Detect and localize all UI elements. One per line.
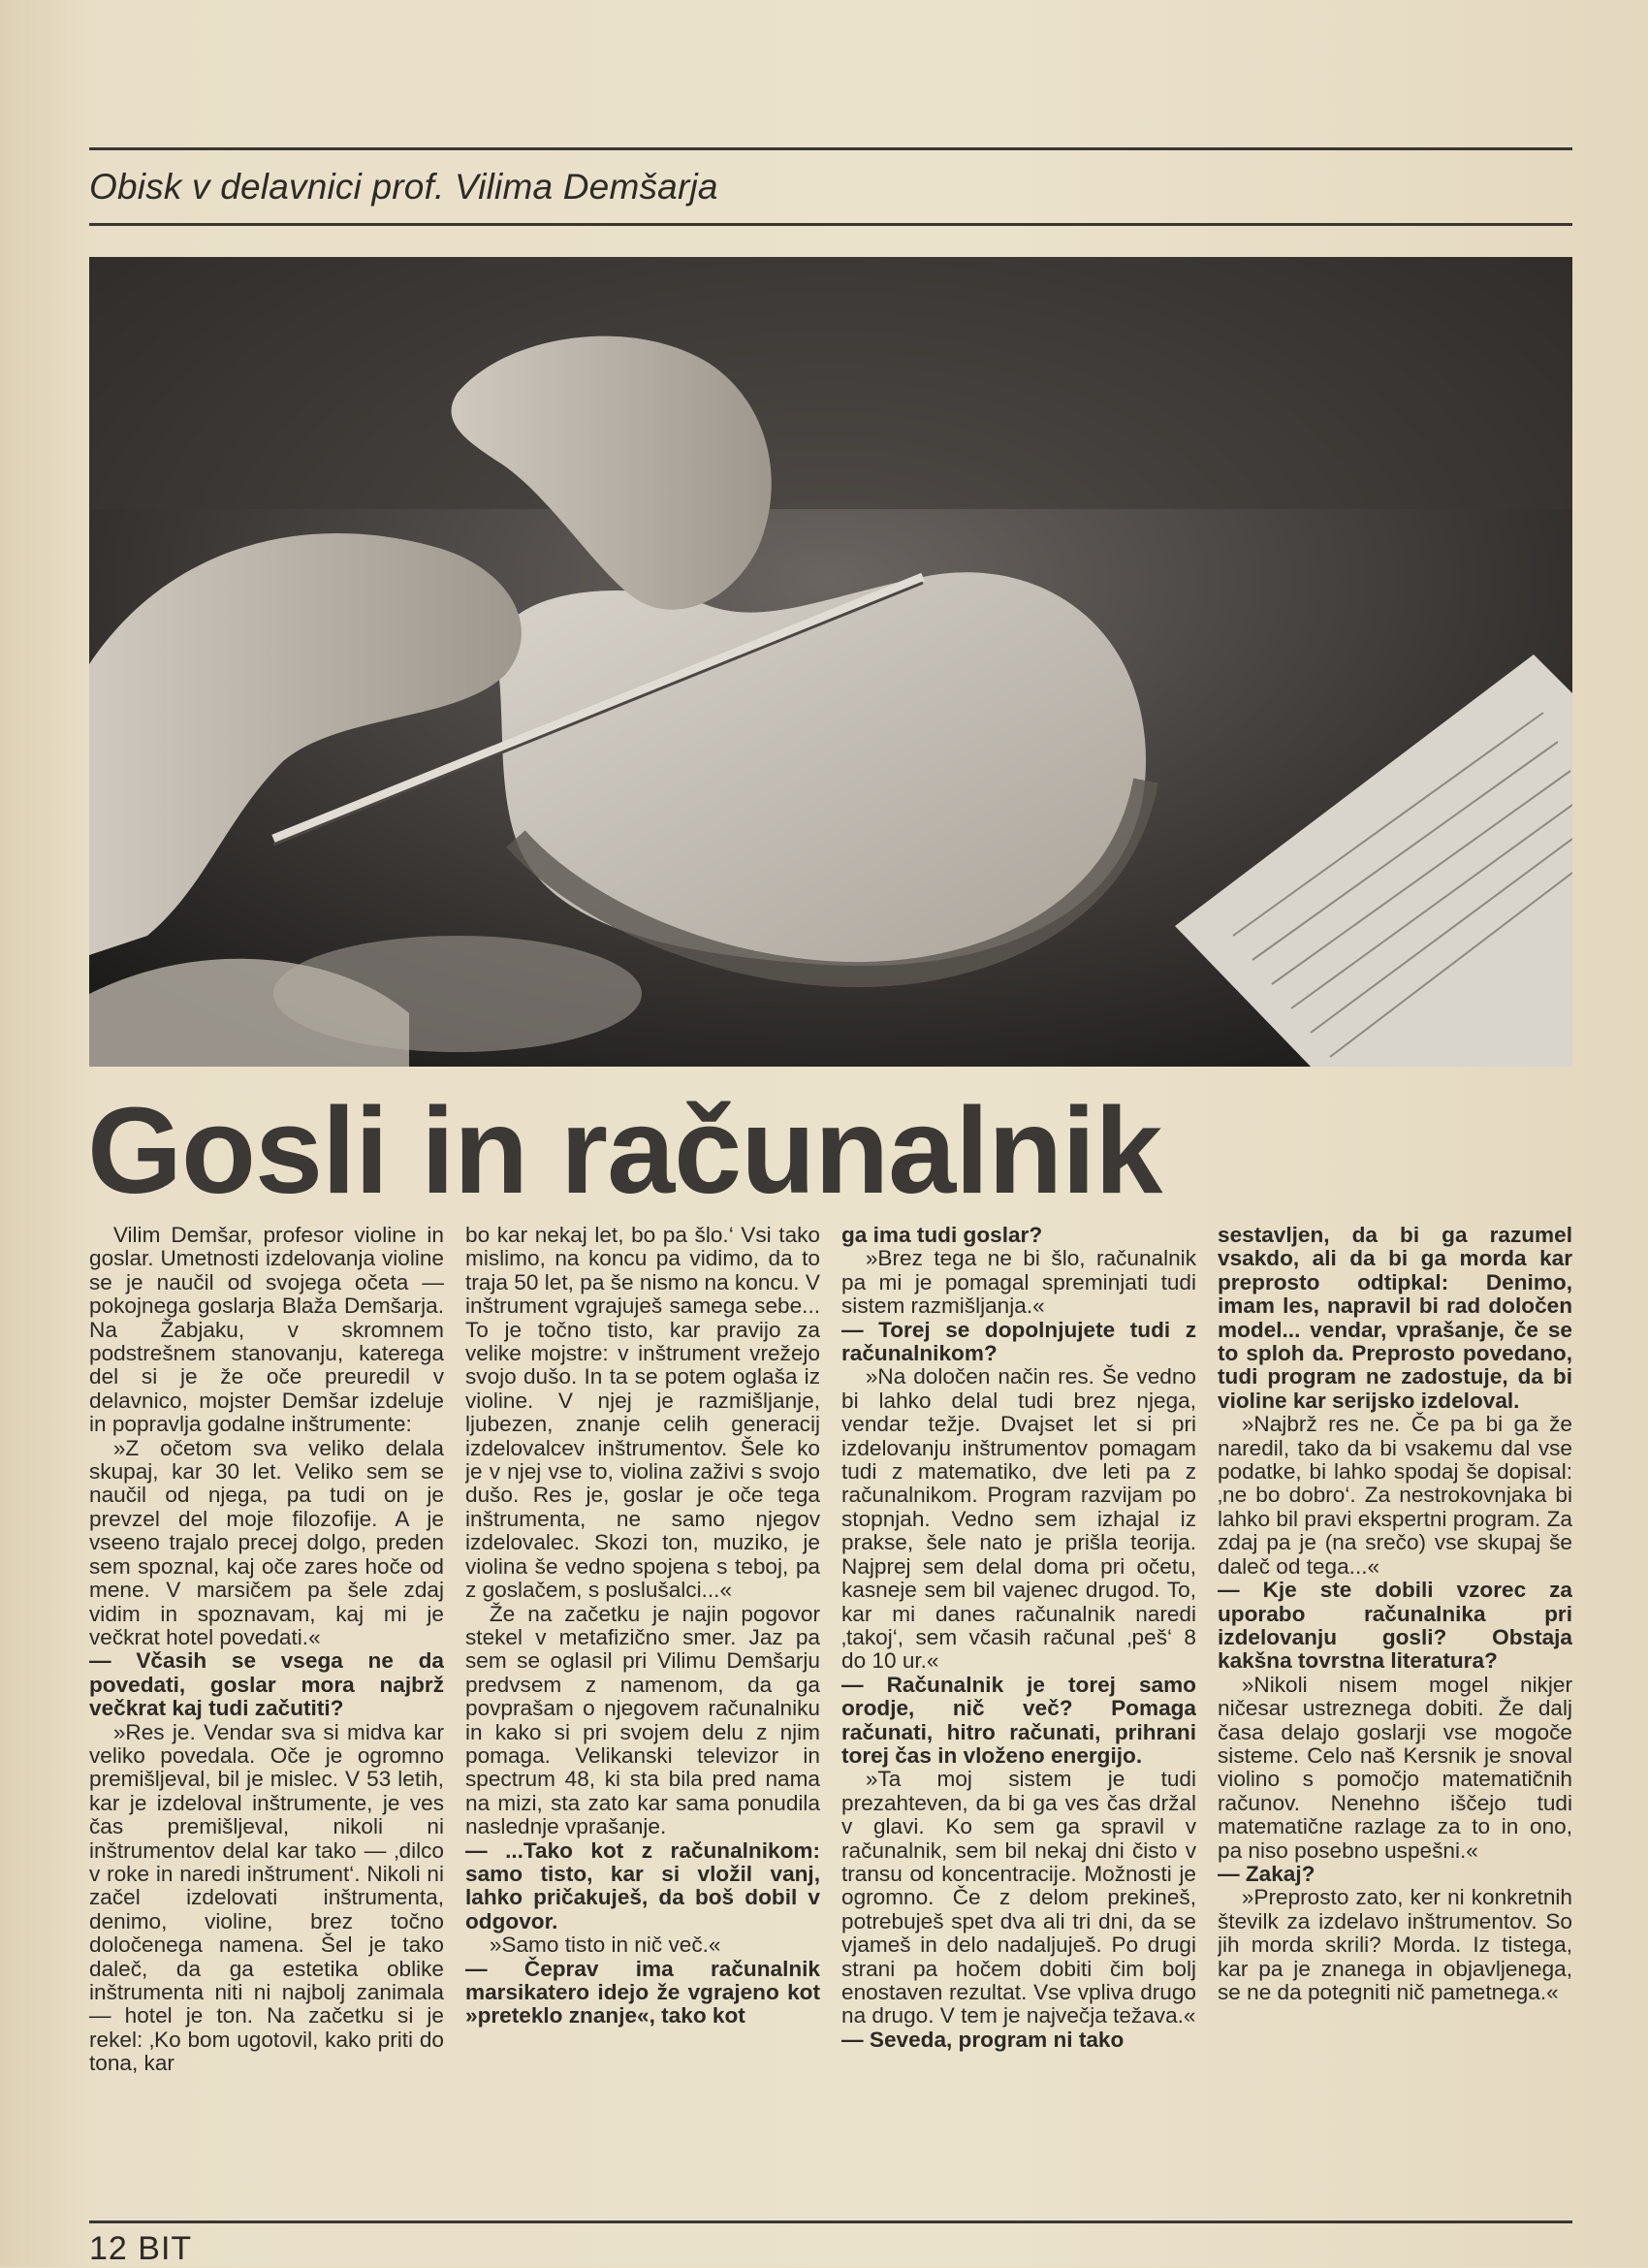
article-column-3 bbox=[841, 1224, 1196, 2222]
interview-question: — Torej se dopolnjujete tudi z računalnikom? bbox=[841, 1317, 1196, 1366]
page-number-label: 12 BIT bbox=[89, 2230, 193, 2267]
violin-carving-photo-icon bbox=[89, 257, 1572, 1067]
interview-question: — Kje ste dobili vzorec za uporabo računalnika pri izdelovanju gosli? Obstaja kakšna tovrstna literatura? bbox=[1218, 1578, 1572, 1674]
article-paragraph: »Ta moj sistem je tudi prezahteven, da bi ga ves čas držal v glavi. Ko sem ga spravil v računalnik, sem bil nekaj dni čisto v transu od koncentracije. Možnosti je ogromno. Če z delom prekineš, potrebuješ spet dva ali tri dni, da se vjameš in delo nadaljuješ. Po drugi strani pa hočem dobiti čim bolj enostaven rezultat. Vse vpliva drugo na drugo. V tem je največja težava.« bbox=[841, 1767, 1196, 2028]
article-paragraph: »Preprosto zato, ker ni konkretnih številk za izdelavo inštrumentov. So jih morda skrili? Morda. Iz tistega, kar pa je znanega in objavljenega, se ne da potegniti nič pametnega.« bbox=[1218, 1885, 1572, 2004]
article-body bbox=[89, 1224, 1572, 2222]
article-title: Gosli in računalnik bbox=[87, 1082, 1162, 1219]
interview-question: — ...Tako kot z računalnikom: samo tisto, kar si vložil vanj, lahko pričakuješ, da boš dobil v odgovor. bbox=[465, 1837, 820, 1933]
interview-question: — Računalnik je torej samo orodje, nič več? Pomaga računati, hitro računati, prihrani torej čas in vloženo energijo. bbox=[841, 1672, 1196, 1768]
interview-question: — Zakaj? bbox=[1218, 1861, 1315, 1886]
article-paragraph: »Brez tega ne bi šlo, računalnik pa mi je pomagal spreminjati tudi sistem razmišljanja.« bbox=[841, 1246, 1196, 1319]
interview-question: — Včasih se vsega ne da povedati, goslar mora najbrž večkrat kaj tudi začutiti? bbox=[89, 1648, 444, 1721]
interview-question: — Čeprav ima računalnik marsikatero idejo že vgrajeno kot »preteklo znanje«, tako kot bbox=[465, 1956, 820, 2028]
interview-question: — Seveda, program ni tako bbox=[841, 2027, 1125, 2052]
article-paragraph: bo kar nekaj let, bo pa šlo.‘ Vsi tako mislimo, na koncu pa vidimo, da to traja 50 let, pa še nismo na koncu. V inštrument vgrajuješ samega sebe... To je točno tisto, kar pravijo za velike mojstre: v inštrument vrežejo svojo dušo. In ta se potem oglaša iz violine. V njej je razmišljanje, ljubezen, znanje celih generacij izdelovalcev inštrumentov. Šele ko je v njej vse to, violina zaživi s svojo dušo. Res je, goslar je oče tega inštrumenta, ne samo njegov izdelovalec. Skozi ton, muziko, je violina še vedno spojena s teboj, pa z goslačem, s poslušalci...« bbox=[465, 1224, 820, 1603]
interview-question: ga ima tudi goslar? bbox=[841, 1224, 1043, 1247]
header-rule bbox=[89, 223, 1572, 226]
article-paragraph: Vilim Demšar, profesor violine in goslar. Umetnosti izdelovanja violine se je naučil od svojega očeta — pokojnega goslarja Blaža Demšarja. Na Žabjaku, v skromnem podstrešnem stanovanju, katerega del si je že oče preuredil v delavnico, mojster Demšar izdeluje in popravlja godalne inštrumente: bbox=[89, 1224, 444, 1437]
article-column-4 bbox=[1218, 1224, 1572, 2222]
article-paragraph: »Na določen način res. Še vedno bi lahko delal tudi brez njega, vendar težje. Dvajset let si pri izdelovanju inštrumentov pomagam tudi z matematiko, dve leti pa z računalnikom. Program razvijam po stopnjah. Vedno sem izhajal iz prakse, šele nato je prišla teorija. Najprej sem delal doma pri očetu, kasneje sem bil vajenec drugod. To, kar mi danes računalnik naredi ‚takoj‘, sem včasih računal ‚peš‘ 8 do 10 ur.« bbox=[841, 1364, 1196, 1674]
interview-question: sestavljen, da bi ga razumel vsakdo, ali da bi ga morda kar preprosto odtipkal: Denimo, imam les, napravil bi rad določen model... vendar, vprašanje, če se to sploh da. Preprosto povedano, tudi program ne zadostuje, da bi violine kar serijsko izdeloval. bbox=[1218, 1224, 1572, 1413]
article-paragraph: »Z očetom sva veliko delala skupaj, kar 30 let. Veliko sem se naučil od njega, pa tudi on je prevzel del moje filozofije. A je vseeno trajalo precej dolgo, preden sem spoznal, kaj oče zares hoče od mene. V marsičem pa šele zdaj vidim in spoznavam, kaj mi je večkrat hotel povedati.« bbox=[89, 1435, 444, 1649]
article-column-2 bbox=[465, 1224, 820, 2222]
article-paragraph: »Nikoli nisem mogel nikjer ničesar ustreznega dobiti. Že dalj časa delajo goslarji vse mogoče sisteme. Celo naš Kersnik je snoval violino s pomočjo matematičnih računov. Nenehno iščejo tudi matematične razlage za to in ono, pa niso posebno uspešni.« bbox=[1218, 1672, 1572, 1863]
article-paragraph: »Samo tisto in nič več.« bbox=[489, 1933, 721, 1958]
article-paragraph: »Res je. Vendar sva si midva kar veliko povedala. Oče je ogromno premišljeval, bil je mislec. V 53 letih, kar je izdeloval inštrumente, je ves čas premišljeval, nikoli ni inštrumentov delal kar tako — ‚dilco v roke in naredi inštrument‘. Nikoli ni začel izdelovati inštrumenta, denimo, violine, brez točno določenega namena. Šel je tako daleč, da ga estetika oblike inštrumenta niti ni najbolj zanimala — hotel je ton. Na začetku si je rekel: ‚Ko bom ugotovil, kako priti do tona, kar bbox=[89, 1719, 444, 2076]
section-kicker: Obisk v delavnici prof. Vilima Demšarja bbox=[89, 167, 718, 207]
bottom-rule bbox=[89, 2220, 1572, 2223]
article-paragraph: Že na začetku je najin pogovor stekel v metafizično smer. Jaz pa sem se oglasil pri Vilimu Demšarju predvsem z namenom, da ga povprašam o njegovem računalniku in kako si pri svojem delu z njim pomaga. Velikanski televizor in spectrum 48, ki sta bila pred nama na mizi, sta zato kar sama ponudila naslednje vprašanje. bbox=[465, 1601, 820, 1839]
article-paragraph: »Najbrž res ne. Če pa bi ga že naredil, tako da bi vsakemu dal vse podatke, bi lahko spodaj še dopisal: ‚ne bo dobro‘. Za nestrokovnjaka bi lahko bil pravi ekspertni program. Za zdaj pa je (na srečo) vse skupaj še daleč od tega...« bbox=[1218, 1412, 1572, 1579]
top-rule bbox=[89, 147, 1572, 150]
article-photo bbox=[89, 257, 1572, 1067]
article-column-1 bbox=[89, 1224, 444, 2222]
